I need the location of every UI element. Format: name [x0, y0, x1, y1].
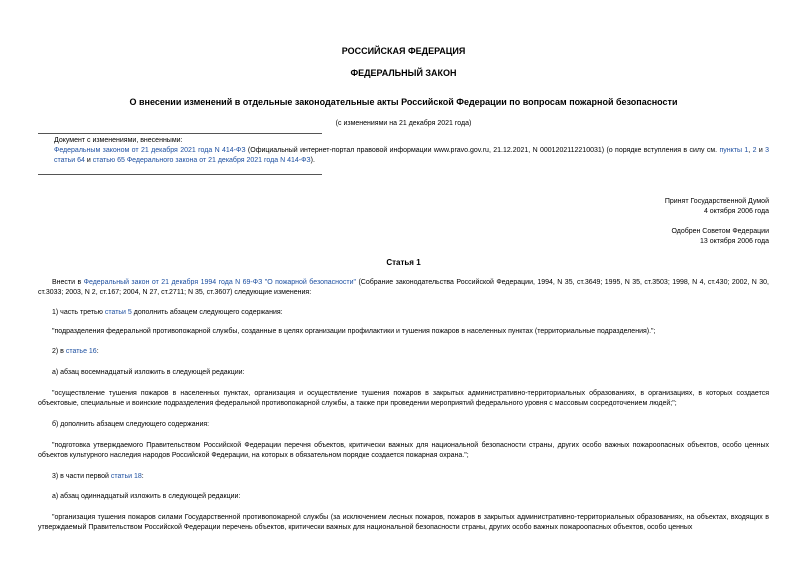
- item-3-text: 3) в части первой: [52, 473, 111, 480]
- article-65-link[interactable]: статью 65 Федерального закона от 21 декабря 2021 года N 414-ФЗ: [92, 157, 311, 164]
- item-1: [38, 308, 769, 318]
- changes-box: [54, 136, 769, 166]
- article-18-link[interactable]: статьи 18: [110, 473, 142, 480]
- council-approval-date: 13 октября 2006 года: [700, 238, 769, 245]
- duma-adoption-label: Принят Государственной Думой: [664, 198, 769, 205]
- item-2b: б) дополнить абзацем следующего содержания:: [52, 421, 210, 428]
- quote-3: "подготовка утверждаемого Правительством Российской Федерации перечня объектов, критически важных для национальной безопасности страны, других особо важных пожароопасных объектов, особо ценных объектов культурного наследия народов Российской Федерации, на которых в обязательном порядке создается пожарная охрана.";: [38, 442, 769, 459]
- duma-adoption: [500, 197, 769, 217]
- item-3: [38, 472, 769, 482]
- changes-list: [54, 146, 769, 166]
- changes-intro: Документ с изменениями, внесенными:: [54, 137, 183, 144]
- document-title: О внесении изменений в отдельные законодательные акты Российской Федерации по вопросам пожарной безопасности: [129, 97, 678, 107]
- intro-text: Внести в: [52, 279, 84, 286]
- item-2a: а) абзац восемнадцатый изложить в следующей редакции:: [52, 369, 245, 376]
- quote-2: "осуществление тушения пожаров в населенных пунктах, организация и осуществление тушения пожаров в закрытых административно-территориальных образованиях, в организациях, в которых создается объектовые, специальные и воинские подразделения федеральной противопожарной службы, а также при проведении мероприятий федерального уровня с массовым сосредоточением людей;";: [38, 390, 769, 407]
- clause-1-link[interactable]: пункты 1: [719, 147, 749, 154]
- closing-text: ).: [310, 157, 315, 164]
- conjunction-text: и: [84, 157, 93, 164]
- council-approval: [500, 227, 769, 247]
- quote-1: "подразделения федеральной противопожарной службы, созданные в целях организации профилактики и тушения пожаров в населенных пунктах (территориальные подразделения).";: [52, 328, 656, 335]
- clause-2-link[interactable]: 2: [752, 147, 757, 154]
- item-3a: а) абзац одиннадцатый изложить в следующей редакции:: [52, 493, 241, 500]
- clause-3-article-64-link[interactable]: 3 статьи 64: [54, 147, 769, 164]
- item-1-text: 1) часть третью: [52, 309, 105, 316]
- amending-law-link[interactable]: Федеральным законом от 21 декабря 2021 года N 414-ФЗ: [54, 147, 246, 154]
- article-16-link[interactable]: статье 16: [65, 348, 97, 355]
- country-heading: РОССИЙСКАЯ ФЕДЕРАЦИЯ: [341, 46, 466, 56]
- changes-bottom-rule: [38, 174, 322, 175]
- separator-text: ,: [748, 147, 753, 154]
- council-approval-label: Одобрен Советом Федерации: [671, 228, 769, 235]
- changes-source-text: (Официальный интернет-портал правовой информации www.pravo.gov.ru, 21.12.2021, N 0001202112210031) (о порядке вступления в силу см.: [245, 147, 720, 154]
- item-2-text-continued: :: [96, 348, 99, 355]
- article-heading: Статья 1: [386, 258, 421, 267]
- item-3-text-continued: :: [141, 473, 144, 480]
- doc-type-heading: ФЕДЕРАЛЬНЫЙ ЗАКОН: [350, 68, 457, 78]
- conjunction-text: и: [756, 147, 766, 154]
- item-2: [38, 347, 769, 357]
- article-intro: [38, 278, 769, 298]
- fire-safety-law-link[interactable]: Федеральный закон от 21 декабря 1994 года N 69-ФЗ "О пожарной безопасности": [83, 279, 357, 286]
- item-1-text-continued: дополнить абзацем следующего содержания:: [131, 309, 283, 316]
- changes-top-rule: [38, 133, 322, 134]
- intro-text-continued: (Собрание законодательства Российской Федерации, 1994, N 35, ст.3649; 1995, N 35, ст.3503; 1998, N 4, ст.430; 2002, N 30, ст.3033; 2003, N 2, ст.167; 2004, N 27, ст.2711; N 35, ст.3607) следующие изменения:: [38, 279, 770, 296]
- duma-adoption-date: 4 октября 2006 года: [703, 208, 769, 215]
- item-2-text: 2) в: [52, 348, 66, 355]
- quote-4: "организация тушения пожаров силами Государственной противопожарной службы (за исключением лесных пожаров, пожаров в закрытых административно-территориальных образованиях, на объектах, входящих в утверждаемый Правительством Российской Федерации перечень объектов, критически важных для национальной безопасности страны, других особо важных пожароопасных объектов, особо ценных: [38, 514, 769, 531]
- article-5-link[interactable]: статьи 5: [104, 309, 132, 316]
- revision-note: (с изменениями на 21 декабря 2021 года): [335, 120, 472, 127]
